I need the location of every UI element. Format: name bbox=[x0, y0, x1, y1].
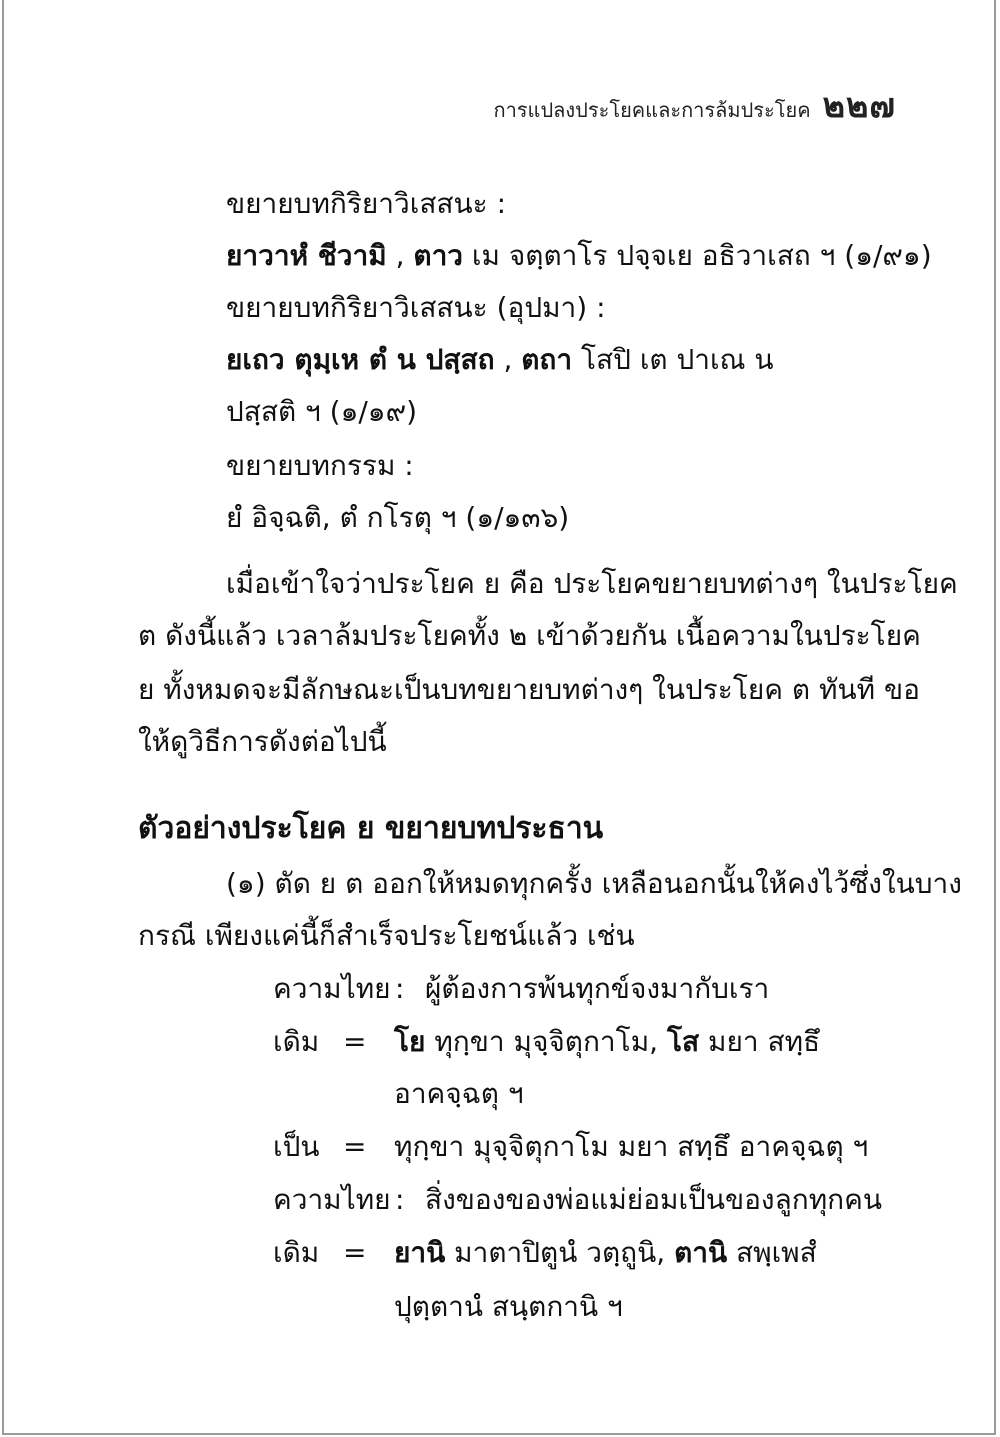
thai-meaning-text: สิ่งของของพ่อแม่ย่อมเป็นของลูกทุกคน bbox=[425, 1183, 882, 1216]
original-label: เดิม bbox=[273, 1025, 320, 1058]
paragraph-line: ย ทั้งหมดจะมีลักษณะเป็นบทขยายบทต่างๆ ในประโยค ต ทันที ขอ bbox=[138, 673, 920, 706]
result-label: เป็น bbox=[273, 1130, 320, 1163]
paragraph-line: เมื่อเข้าใจว่าประโยค ย คือ ประโยคขยายบทต่างๆ ในประโยค bbox=[226, 567, 958, 600]
rule-line: กรณี เพียงแค่นี้ก็สำเร็จประโยชน์แล้ว เช่น bbox=[138, 919, 635, 952]
sentence-text: มยา สทฺธึ bbox=[699, 1025, 821, 1058]
sentence-text: สพฺเพสํ bbox=[727, 1236, 817, 1269]
example-line bbox=[226, 239, 932, 272]
separator: , bbox=[386, 239, 414, 272]
sentence-text: ทุกฺขา มุจฺจิตุกาโม, bbox=[425, 1025, 667, 1058]
original-sentence-cont: อาคจฺฉตุ ฯ bbox=[394, 1077, 524, 1110]
example-text: โสปิ เต ปาเณ น bbox=[572, 343, 774, 376]
example-label: ขยายบทกิริยาวิเสสนะ : bbox=[226, 187, 507, 220]
bold-term: ตานิ bbox=[674, 1236, 728, 1269]
equals-sign: = bbox=[343, 1130, 367, 1163]
section-heading: ตัวอย่างประโยค ย ขยายบทประธาน bbox=[138, 811, 604, 846]
original-sentence bbox=[394, 1236, 817, 1269]
bold-term: ยาวาหํ ชีวามิ bbox=[226, 239, 387, 272]
rule-line: (๑) ตัด ย ต ออกให้หมดทุกครั้ง เหลือนอกนั้นให้คงไว้ซึ่งในบาง bbox=[226, 867, 962, 900]
equals-sign: = bbox=[343, 1025, 367, 1058]
bold-term: โย bbox=[394, 1025, 426, 1058]
result-sentence: ทุกฺขา มุจฺจิตุกาโม มยา สทฺธึ อาคจฺฉตุ ฯ bbox=[394, 1130, 869, 1163]
example-line bbox=[226, 343, 774, 376]
colon: : bbox=[395, 972, 405, 1005]
thai-meaning-label: ความไทย bbox=[273, 1183, 391, 1216]
bold-term: ยานิ bbox=[394, 1236, 446, 1269]
original-sentence-cont: ปุตฺตานํ สนฺตกานิ ฯ bbox=[394, 1290, 623, 1323]
example-line: ปสฺสติ ฯ (๑/๑๙) bbox=[226, 395, 417, 428]
example-line: ยํ อิจฺฉติ, ตํ กโรตุ ฯ (๑/๑๓๖) bbox=[226, 501, 570, 534]
thai-meaning-label: ความไทย bbox=[273, 972, 391, 1005]
example-label: ขยายบทกิริยาวิเสสนะ (อุปมา) : bbox=[226, 291, 606, 324]
bold-term: ยเถว ตุมฺเห ตํ น ปสฺสถ bbox=[226, 343, 495, 376]
separator: , bbox=[494, 343, 522, 376]
chapter-title: การแปลงประโยคและการล้มประโยค bbox=[493, 98, 811, 122]
page-number: ๒๒๗ bbox=[822, 86, 896, 126]
example-text: เม จตฺตาโร ปจฺจเย อธิวาเสถ ฯ (๑/๙๑) bbox=[463, 239, 932, 272]
running-header bbox=[493, 78, 896, 132]
bold-term: ตถา bbox=[521, 343, 573, 376]
thai-meaning-text: ผู้ต้องการพ้นทุกข์จงมากับเรา bbox=[425, 972, 770, 1005]
sentence-text: มาตาปิตูนํ วตฺถูนิ, bbox=[445, 1236, 675, 1269]
colon: : bbox=[395, 1183, 405, 1216]
original-sentence bbox=[394, 1025, 821, 1058]
bold-term: ตาว bbox=[413, 239, 464, 272]
equals-sign: = bbox=[343, 1236, 367, 1269]
original-label: เดิม bbox=[273, 1236, 320, 1269]
paragraph-line: ให้ดูวิธีการดังต่อไปนี้ bbox=[138, 725, 387, 758]
bold-term: โส bbox=[666, 1025, 700, 1058]
paragraph-line: ต ดังนี้แล้ว เวลาล้มประโยคทั้ง ๒ เข้าด้วยกัน เนื้อความในประโยค bbox=[138, 619, 921, 652]
example-label: ขยายบทกรรม : bbox=[226, 449, 414, 482]
